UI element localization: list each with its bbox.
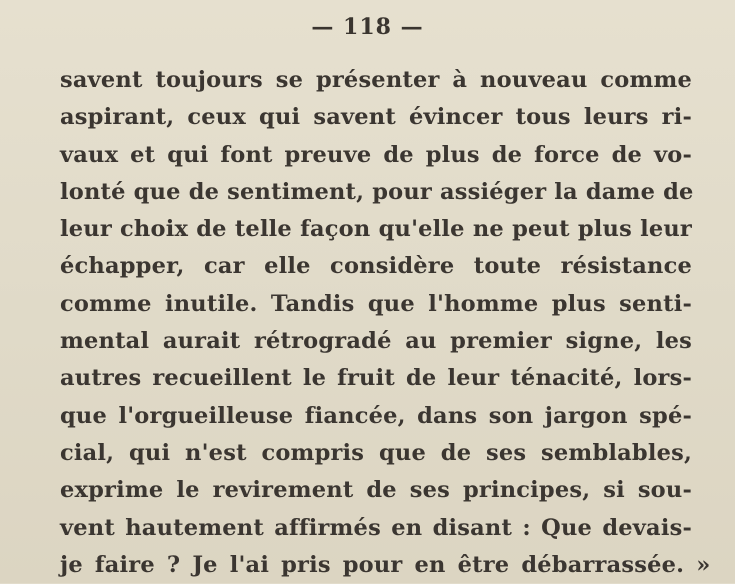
text-line: savent toujours se présenter à nouveau comme (60, 67, 692, 93)
page-number: — 118 — (311, 14, 424, 40)
text-line: autres recueillent le fruit de leur ténacité, lors- (60, 365, 692, 392)
text-line: mental aurait rétrogradé au premier signe, les (60, 328, 692, 355)
text-line: que l'orgueilleuse fiancée, dans son jargon spé- (60, 402, 692, 429)
text-line: vent hautement affirmés en disant : Que devais- (60, 514, 692, 541)
text-line: cial, qui n'est compris que de ses semblables, (60, 439, 692, 466)
text-line: comme inutile. Tandis que l'homme plus senti- (60, 290, 692, 317)
text-line: je faire ? Je l'ai pris pour en être débarrassée. » (60, 551, 711, 578)
text-line: aspirant, ceux qui savent évincer tous leurs ri- (60, 104, 692, 131)
text-line: échapper, car elle considère toute résistance (60, 253, 692, 280)
text-line: leur choix de telle façon qu'elle ne peut plus leur (60, 216, 692, 243)
text-line: vaux et qui font preuve de plus de force de vo- (60, 141, 692, 168)
text-line: exprime le revirement de ses principes, si sou- (60, 477, 692, 504)
body-text (60, 62, 711, 584)
text-line: lonté que de sentiment, pour assiéger la dame de (60, 178, 694, 205)
